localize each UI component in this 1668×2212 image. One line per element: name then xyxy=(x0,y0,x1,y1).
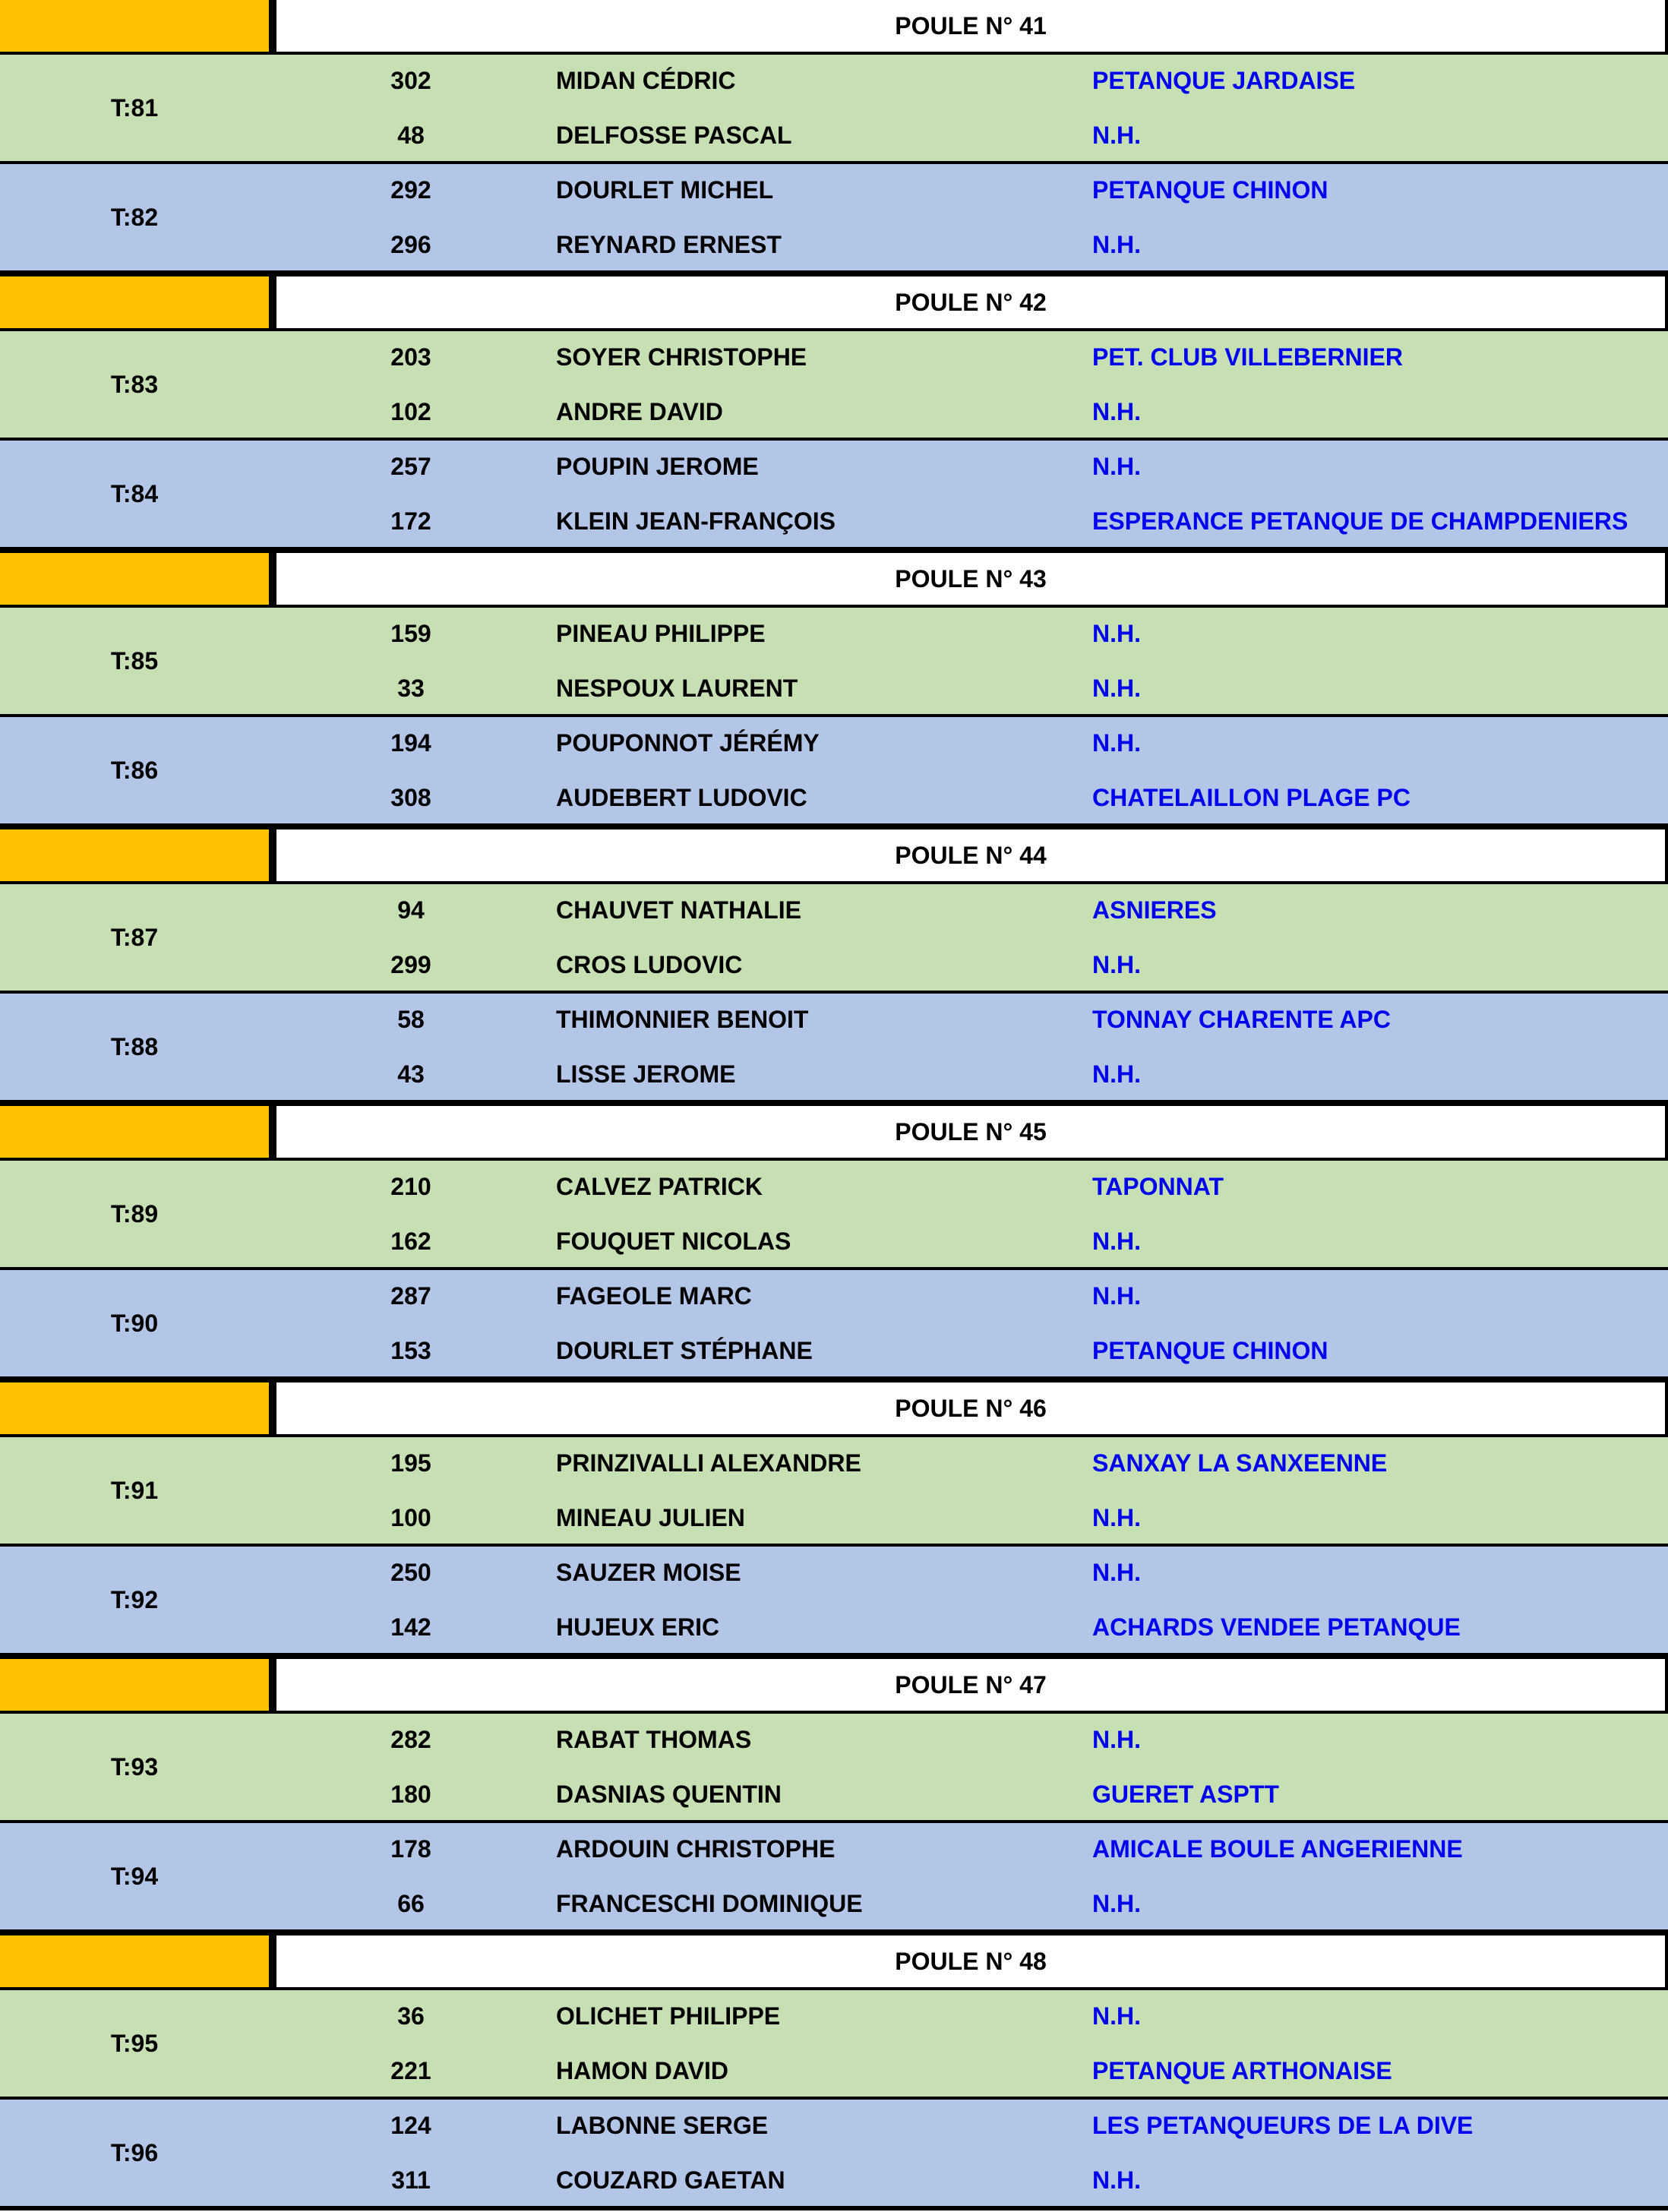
poule-header-marker xyxy=(0,830,269,881)
player-name: MIDAN CÉDRIC xyxy=(548,55,1080,106)
poule-title: POULE N° 44 xyxy=(276,830,1665,881)
player-club: N.H. xyxy=(1085,1547,1665,1598)
team-label: T:87 xyxy=(110,924,159,951)
player-number: 257 xyxy=(276,441,545,492)
player-name: REYNARD ERNEST xyxy=(548,219,1080,270)
poule-header-marker xyxy=(0,1382,269,1434)
team-label: T:92 xyxy=(110,1586,159,1613)
player-club: N.H. xyxy=(1085,608,1665,659)
player-number: 43 xyxy=(276,1048,545,1100)
player-name: DELFOSSE PASCAL xyxy=(548,109,1080,161)
player-club: TAPONNAT xyxy=(1085,1161,1665,1212)
poule-title: POULE N° 48 xyxy=(276,1936,1665,1987)
player-name: POUPONNOT JÉRÉMY xyxy=(548,717,1080,769)
player-name: MINEAU JULIEN xyxy=(548,1492,1080,1544)
player-name: SOYER CHRISTOPHE xyxy=(548,331,1080,383)
poule-title: POULE N° 41 xyxy=(276,0,1665,52)
team-label: T:90 xyxy=(110,1310,159,1337)
player-name: FRANCESCHI DOMINIQUE xyxy=(548,1878,1080,1929)
player-number: 178 xyxy=(276,1823,545,1875)
player-name: NESPOUX LAURENT xyxy=(548,662,1080,714)
player-name: DASNIAS QUENTIN xyxy=(548,1768,1080,1820)
player-club: PETANQUE ARTHONAISE xyxy=(1085,2045,1665,2097)
player-club: LES PETANQUEURS DE LA DIVE xyxy=(1085,2100,1665,2151)
player-name: CHAUVET NATHALIE xyxy=(548,884,1080,936)
player-club: N.H. xyxy=(1085,441,1665,492)
player-name: CALVEZ PATRICK xyxy=(548,1161,1080,1212)
player-club: AMICALE BOULE ANGERIENNE xyxy=(1085,1823,1665,1875)
player-name: ARDOUIN CHRISTOPHE xyxy=(548,1823,1080,1875)
poule-header-marker xyxy=(0,1659,269,1711)
player-club: PETANQUE CHINON xyxy=(1085,1325,1665,1376)
poule-title: POULE N° 46 xyxy=(276,1382,1665,1434)
player-club: GUERET ASPTT xyxy=(1085,1768,1665,1820)
team-block xyxy=(0,2100,1668,2206)
player-name: HAMON DAVID xyxy=(548,2045,1080,2097)
player-number: 210 xyxy=(276,1161,545,1212)
poule-title: POULE N° 42 xyxy=(276,276,1665,328)
poule-block xyxy=(0,1936,1668,2212)
player-club: ACHARDS VENDEE PETANQUE xyxy=(1085,1601,1665,1653)
player-number: 162 xyxy=(276,1215,545,1267)
player-club: N.H. xyxy=(1085,1270,1665,1322)
team-block xyxy=(0,717,1668,823)
team-block xyxy=(0,1547,1668,1653)
poule-title: POULE N° 45 xyxy=(276,1106,1665,1158)
team-block xyxy=(0,1990,1668,2097)
player-number: 180 xyxy=(276,1768,545,1820)
poule-title: POULE N° 47 xyxy=(276,1659,1665,1711)
player-number: 250 xyxy=(276,1547,545,1598)
team-label: T:86 xyxy=(110,757,159,784)
player-number: 36 xyxy=(276,1990,545,2042)
player-number: 172 xyxy=(276,495,545,547)
player-club: N.H. xyxy=(1085,1048,1665,1100)
player-club: ASNIERES xyxy=(1085,884,1665,936)
player-number: 287 xyxy=(276,1270,545,1322)
player-name: CROS LUDOVIC xyxy=(548,939,1080,991)
player-club: PETANQUE CHINON xyxy=(1085,164,1665,216)
player-number: 94 xyxy=(276,884,545,936)
player-number: 282 xyxy=(276,1714,545,1765)
poule-block xyxy=(0,276,1668,553)
team-label: T:83 xyxy=(110,371,159,398)
team-label: T:84 xyxy=(110,480,159,507)
player-number: 153 xyxy=(276,1325,545,1376)
team-block xyxy=(0,1437,1668,1544)
player-number: 195 xyxy=(276,1437,545,1489)
player-name: AUDEBERT LUDOVIC xyxy=(548,772,1080,823)
player-number: 296 xyxy=(276,219,545,270)
player-name: COUZARD GAETAN xyxy=(548,2154,1080,2206)
player-number: 292 xyxy=(276,164,545,216)
poule-header-marker xyxy=(0,1106,269,1158)
team-label: T:94 xyxy=(110,1863,159,1890)
poule-block xyxy=(0,1106,1668,1382)
player-name: OLICHET PHILIPPE xyxy=(548,1990,1080,2042)
player-club: N.H. xyxy=(1085,219,1665,270)
player-name: THIMONNIER BENOIT xyxy=(548,994,1080,1045)
poule-header-marker xyxy=(0,1936,269,1987)
player-number: 66 xyxy=(276,1878,545,1929)
team-block xyxy=(0,164,1668,270)
player-number: 221 xyxy=(276,2045,545,2097)
player-name: KLEIN JEAN-FRANÇOIS xyxy=(548,495,1080,547)
player-name: PINEAU PHILIPPE xyxy=(548,608,1080,659)
team-block xyxy=(0,994,1668,1100)
player-club: N.H. xyxy=(1085,717,1665,769)
poule-title: POULE N° 43 xyxy=(276,553,1665,605)
team-label: T:91 xyxy=(110,1477,159,1504)
player-number: 311 xyxy=(276,2154,545,2206)
player-number: 142 xyxy=(276,1601,545,1653)
team-block xyxy=(0,1270,1668,1376)
poule-block xyxy=(0,0,1668,276)
player-club: N.H. xyxy=(1085,939,1665,991)
poule-block xyxy=(0,830,1668,1106)
player-club: N.H. xyxy=(1085,1215,1665,1267)
team-block xyxy=(0,884,1668,991)
team-label: T:93 xyxy=(110,1753,159,1781)
player-club: N.H. xyxy=(1085,109,1665,161)
player-number: 102 xyxy=(276,386,545,438)
team-block xyxy=(0,1823,1668,1929)
player-club: ESPERANCE PETANQUE DE CHAMPDENIERS xyxy=(1085,495,1665,547)
player-number: 124 xyxy=(276,2100,545,2151)
player-club: N.H. xyxy=(1085,1492,1665,1544)
poule-header-marker xyxy=(0,0,269,52)
player-number: 100 xyxy=(276,1492,545,1544)
player-club: N.H. xyxy=(1085,1714,1665,1765)
player-club: N.H. xyxy=(1085,1878,1665,1929)
player-name: FAGEOLE MARC xyxy=(548,1270,1080,1322)
player-name: LISSE JEROME xyxy=(548,1048,1080,1100)
player-number: 48 xyxy=(276,109,545,161)
player-number: 308 xyxy=(276,772,545,823)
player-club: TONNAY CHARENTE APC xyxy=(1085,994,1665,1045)
team-block xyxy=(0,441,1668,547)
team-label: T:89 xyxy=(110,1200,159,1228)
player-club: N.H. xyxy=(1085,1990,1665,2042)
player-number: 58 xyxy=(276,994,545,1045)
team-block xyxy=(0,331,1668,438)
player-club: CHATELAILLON PLAGE PC xyxy=(1085,772,1665,823)
team-label: T:85 xyxy=(110,647,159,675)
poule-block xyxy=(0,1382,1668,1659)
player-number: 302 xyxy=(276,55,545,106)
team-block xyxy=(0,1161,1668,1267)
team-label: T:88 xyxy=(110,1033,159,1060)
player-number: 33 xyxy=(276,662,545,714)
team-label: T:96 xyxy=(110,2139,159,2166)
team-label: T:81 xyxy=(110,94,159,122)
team-label: T:95 xyxy=(110,2030,159,2057)
player-number: 203 xyxy=(276,331,545,383)
player-name: DOURLET STÉPHANE xyxy=(548,1325,1080,1376)
player-name: DOURLET MICHEL xyxy=(548,164,1080,216)
player-name: SAUZER MOISE xyxy=(548,1547,1080,1598)
team-block xyxy=(0,55,1668,161)
player-club: N.H. xyxy=(1085,2154,1665,2206)
player-name: LABONNE SERGE xyxy=(548,2100,1080,2151)
poule-block xyxy=(0,1659,1668,1936)
poule-header-marker xyxy=(0,276,269,328)
player-club: PET. CLUB VILLEBERNIER xyxy=(1085,331,1665,383)
player-club: SANXAY LA SANXEENNE xyxy=(1085,1437,1665,1489)
player-number: 194 xyxy=(276,717,545,769)
player-number: 299 xyxy=(276,939,545,991)
player-name: RABAT THOMAS xyxy=(548,1714,1080,1765)
player-name: ANDRE DAVID xyxy=(548,386,1080,438)
player-club: PETANQUE JARDAISE xyxy=(1085,55,1665,106)
team-label: T:82 xyxy=(110,204,159,231)
player-name: PRINZIVALLI ALEXANDRE xyxy=(548,1437,1080,1489)
player-number: 159 xyxy=(276,608,545,659)
player-name: FOUQUET NICOLAS xyxy=(548,1215,1080,1267)
player-club: N.H. xyxy=(1085,662,1665,714)
team-block xyxy=(0,1714,1668,1820)
player-name: POUPIN JEROME xyxy=(548,441,1080,492)
poule-block xyxy=(0,553,1668,830)
poule-header-marker xyxy=(0,553,269,605)
player-club: N.H. xyxy=(1085,386,1665,438)
team-block xyxy=(0,608,1668,714)
player-name: HUJEUX ERIC xyxy=(548,1601,1080,1653)
